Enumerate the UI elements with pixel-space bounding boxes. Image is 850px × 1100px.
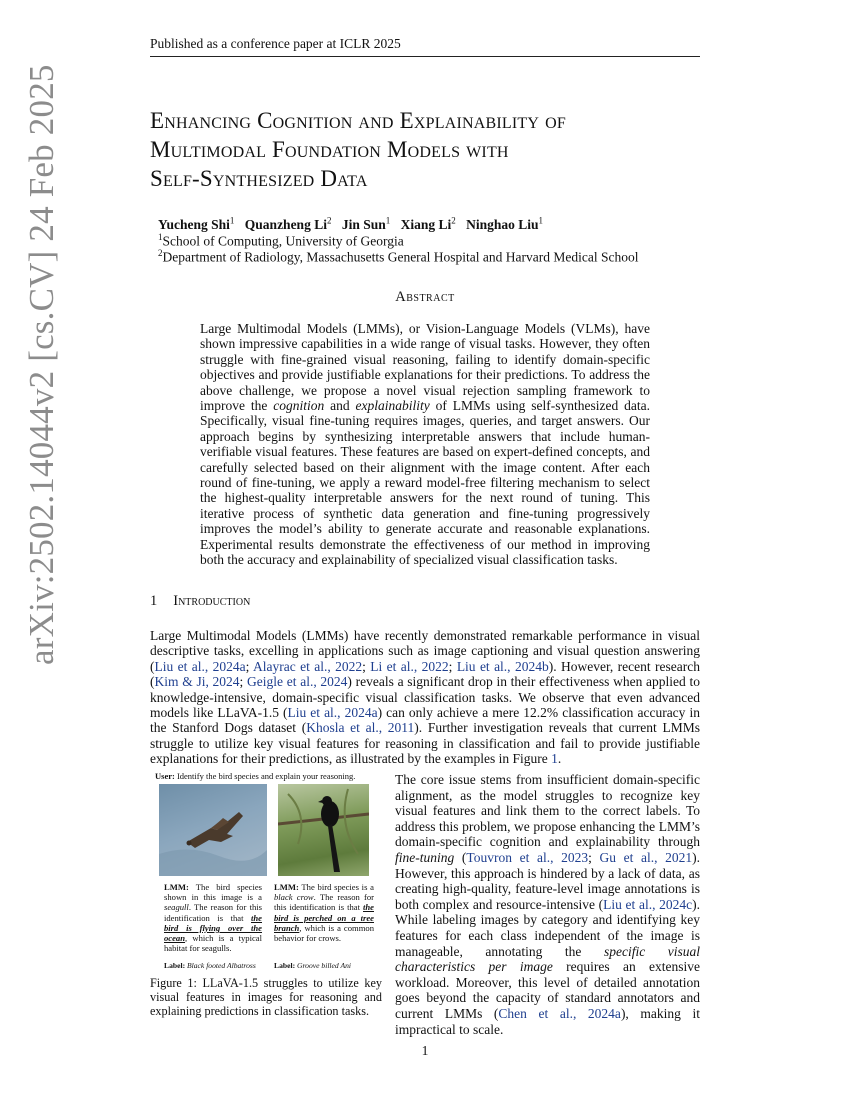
ani-image	[278, 784, 369, 876]
citation-link[interactable]: Geigle et al., 2024	[247, 674, 348, 690]
citation-link[interactable]: Kim & Ji, 2024	[154, 674, 240, 690]
title-line: Multimodal Foundation Models with	[150, 137, 509, 162]
albatross-image	[159, 784, 267, 876]
intro-paragraph: Large Multimodal Models (LMMs) have recently demonstrated remarkable performance in visual descriptive tasks, excelling in applications such as image captioning and visual question answering (Liu et al., 2024a; Alayrac et al., 2022; Li et al., 2022; Liu et al., 2024b). However, recent research (Kim & Ji, 2024; Geigle et al., 2024) reveals a significant drop in their effectiveness when applied to knowledge-intensive, domain-specific visual classification tasks. We observe that even advanced models like LLaVA-1.5 (Liu et al., 2024a) can only achieve a mere 12.2% classification accuracy in the Stanford Dogs dataset (Khosla et al., 2011). Further investigation reveals that current LMMs struggle to utilize key visual features for reasoning in classification and fail to provide justifiable explanations for their predictions, as illustrated by the examples in Figure 1.	[150, 628, 700, 767]
citation-link[interactable]: Li et al., 2022	[370, 658, 449, 674]
author-list	[158, 215, 550, 233]
affiliation: $^2$Department of Radiology, Massachusetts General Hospital and Harvard Medical School	[158, 248, 639, 265]
citation-link[interactable]: Khosla et al., 2011	[306, 720, 415, 736]
author: Yucheng Shi$^1$	[158, 215, 235, 232]
figure-ref-link[interactable]: 1	[551, 751, 558, 767]
figure-caption: Figure 1: LLaVA-1.5 struggles to utilize key visual features in images for reasoning and explaining predictions in classification tasks.	[150, 976, 382, 1019]
figure-user-prompt: User: Identify the bird species and explain your reasoning.	[155, 771, 356, 781]
running-header: Published as a conference paper at ICLR 2025	[150, 36, 700, 57]
citation-link[interactable]: Alayrac et al., 2022	[253, 658, 363, 674]
lmm-response-left: LMM: The bird species shown in this image is a seagull. The reason for this identification is that the bird is flying over the ocean, which is a typical habitat for seagulls.	[164, 882, 262, 954]
citation-link[interactable]: Liu et al., 2024a	[154, 658, 246, 674]
citation-link[interactable]: Touvron et al., 2023	[466, 849, 589, 865]
section-heading: 1 Introduction	[150, 593, 251, 609]
title-line: Enhancing Cognition and Explainability of	[150, 108, 566, 133]
citation-link[interactable]: Gu et al., 2021	[599, 849, 693, 865]
page-number: 1	[421, 1043, 429, 1058]
affiliation: $^1$School of Computing, University of Georgia	[158, 232, 404, 249]
intro-paragraph-right: The core issue stems from insufficient domain-specific alignment, as the model struggles to recognize key visual features and link them to the correct labels. To address this problem, we propose enhancing the LMM’s domain-specific cognition and explainability through fine-tuning (Touvron et al., 2023; Gu et al., 2021). However, this approach is hindered by a lack of data, as creating high-quality, feature-level image annotations is both complex and resource-intensive (Liu et al., 2024c). While labeling images by category and identifying key features for each class independent of the image is manageable, annotating the specific visual characteristics per image requires an extensive workload. Moreover, this level of detailed annotation goes beyond the capacity of standard annotators and current LMMs (Chen et al., 2024a), making it impractical to scale.	[395, 772, 700, 1037]
paper-title	[150, 106, 710, 193]
abstract-heading: Abstract	[395, 289, 455, 305]
citation-link[interactable]: Liu et al., 2024b	[456, 658, 549, 674]
ani-photo	[278, 784, 369, 876]
ground-truth-label-right: Label: Groove billed Ani	[274, 961, 352, 970]
title-line: Self-Synthesized Data	[150, 166, 368, 191]
author: Jin Sun$^1$	[341, 215, 391, 232]
ground-truth-label-left: Label: Black footed Albatross	[164, 961, 256, 970]
abstract-body: Large Multimodal Models (LMMs), or Vision-Language Models (VLMs), have shown impressive capabilities in a wide range of visual tasks. However, they often struggle with fine-grained visual reasoning, failing to identify domain-specific objectives and provide justifiable explanations for their predictions. To address the above challenge, we propose a novel visual rejection sampling framework to improve the cognition and explainability of LMMs using self-synthesized data. Specifically, visual fine-tuning requires images, queries, and target answers. Our approach begins by synthesizing interpretable answers that include human-verifiable visual features. These features are based on expert-defined concepts, and carefully selected based on their alignment with the image content. After each round of fine-tuning, we apply a reward model-free filtering mechanism to select the highest-quality interpretable answers for the next round of tuning. This iterative process of synthetic data generation and fine-tuning progressively improves the model’s ability to generate accurate and reasonable explanations. Experimental results demonstrate the effectiveness of our method in improving both the accuracy and explainability of specialized visual classification tasks.	[200, 321, 650, 568]
author: Quanzheng Li$^2$	[244, 215, 332, 232]
citation-link[interactable]: Liu et al., 2024a	[287, 705, 378, 721]
author: Xiang Li$^2$	[400, 215, 456, 232]
citation-link[interactable]: Chen et al., 2024a	[498, 1005, 621, 1021]
albatross-photo	[159, 784, 267, 876]
lmm-response-right: LMM: The bird species is a black crow. The reason for this identification is that the bird is perched on a tree branch, which is a common behavior for crows.	[274, 882, 374, 944]
citation-link[interactable]: Liu et al., 2024c	[603, 896, 693, 912]
author: Ninghao Liu$^1$	[466, 215, 544, 232]
